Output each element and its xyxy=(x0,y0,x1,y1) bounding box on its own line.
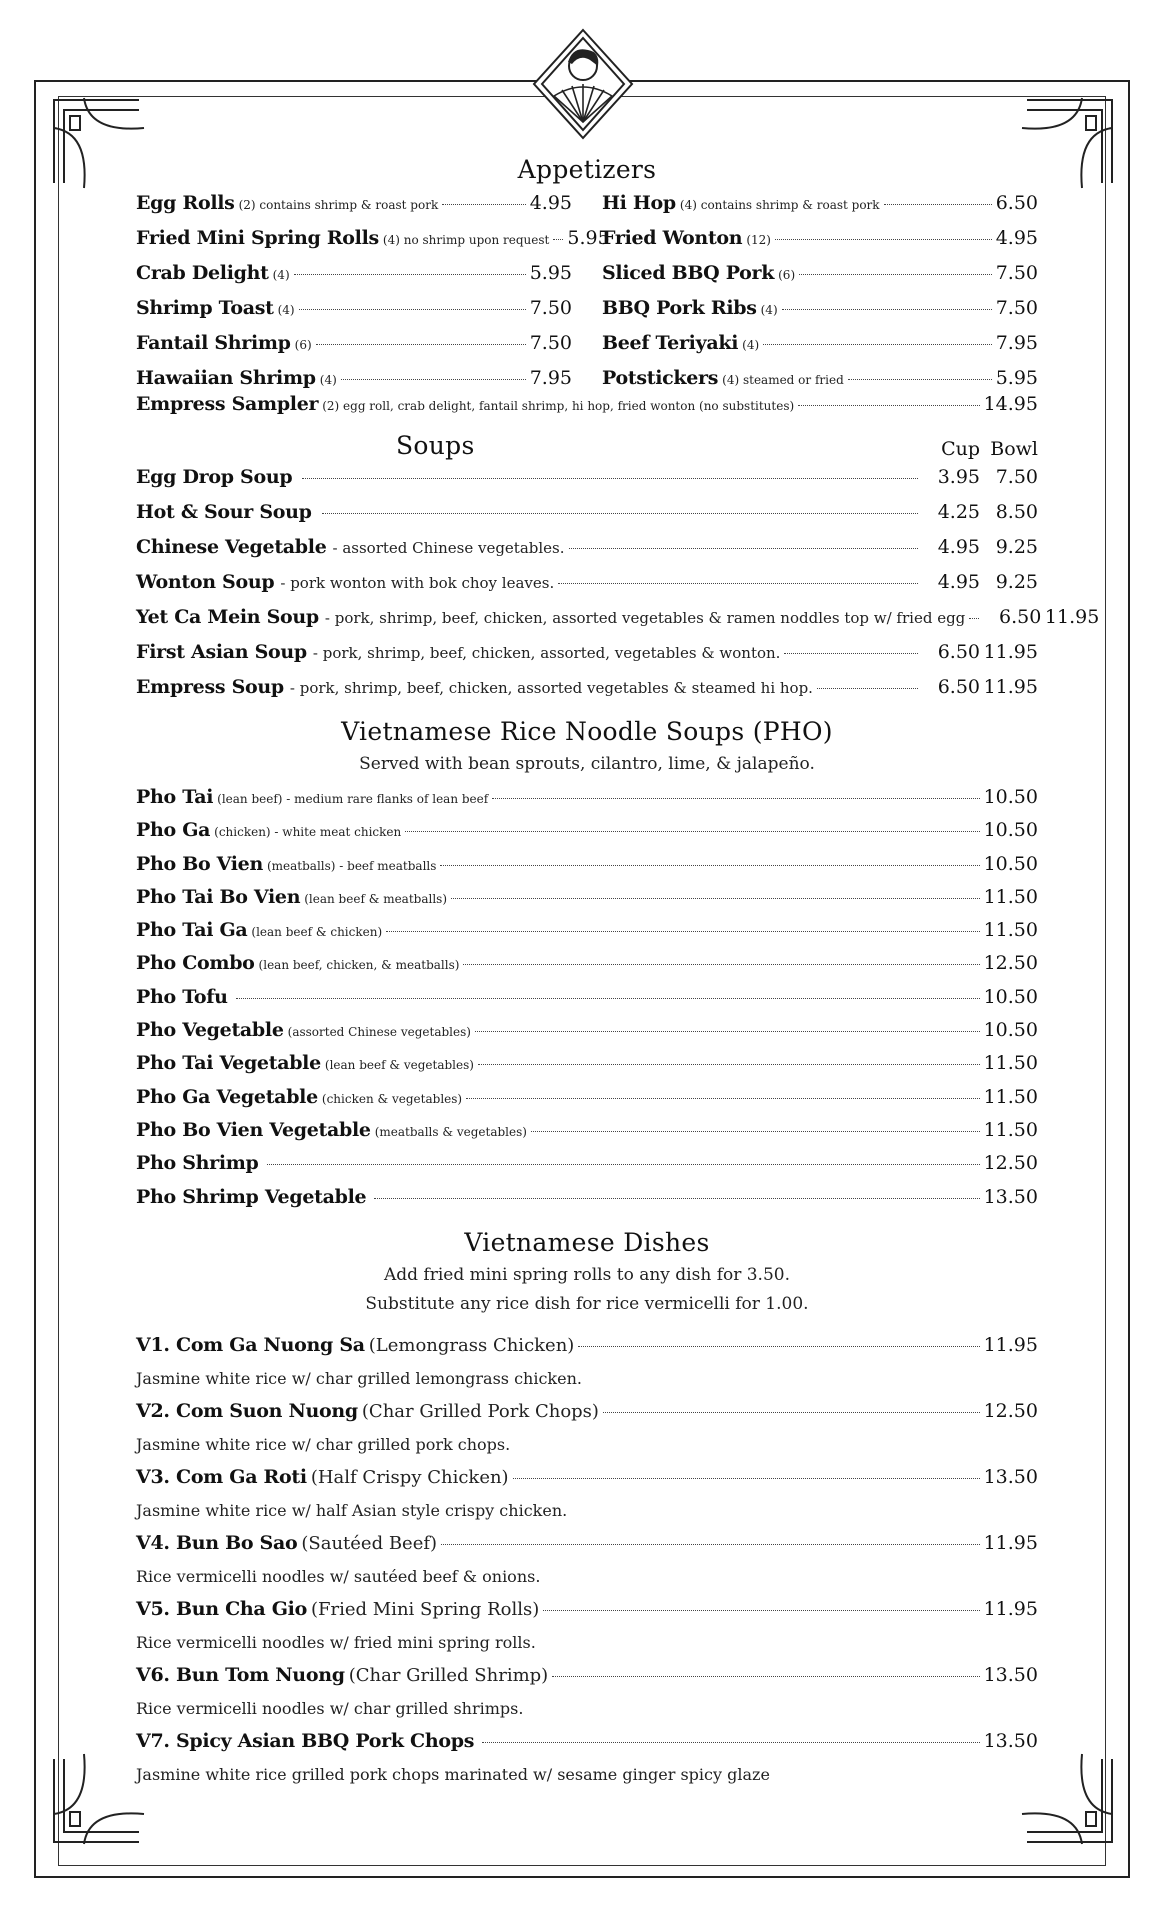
pho-item xyxy=(136,1181,1038,1214)
item-name: V6. Bun Tom Nuong xyxy=(136,1663,345,1686)
bowl-label: Bowl xyxy=(990,438,1038,460)
cup-price: 6.50 xyxy=(937,641,980,663)
item-detail: Jasmine white rice w/ char grilled lemongrass chicken. xyxy=(136,1368,582,1388)
item-price: 13.50 xyxy=(983,1729,1038,1752)
item-price: 13.50 xyxy=(983,1185,1038,1208)
item-name: V7. Spicy Asian BBQ Pork Chops xyxy=(136,1729,475,1752)
item-description: (chicken) - white meat chicken xyxy=(214,825,402,840)
appetizers-right-column xyxy=(602,186,1038,396)
item-price: 12.50 xyxy=(983,1152,1038,1175)
item-price: 11.50 xyxy=(983,1118,1038,1141)
cup-price: 4.95 xyxy=(937,536,980,558)
item-description: - pork, shrimp, beef, chicken, assorted, vegetables & wonton. xyxy=(312,644,781,662)
bowl-price: 11.95 xyxy=(983,676,1038,698)
item-name: Fried Mini Spring Rolls xyxy=(136,227,379,249)
dot-leader xyxy=(341,379,526,380)
pho-item xyxy=(136,881,1038,914)
soup-item xyxy=(136,565,1038,600)
dot-leader xyxy=(440,865,979,866)
bowl-price: 9.25 xyxy=(995,536,1038,558)
item-price: 11.50 xyxy=(983,919,1038,942)
item-description: (Sautéed Beef) xyxy=(301,1532,438,1554)
vietnamese-dish-item xyxy=(136,1395,1038,1428)
item-description: (6) xyxy=(294,338,312,352)
item-prices xyxy=(922,530,1038,565)
soups-header xyxy=(136,422,1038,460)
item-prices xyxy=(922,565,1038,600)
cup-price: 6.50 xyxy=(937,676,980,698)
dot-leader xyxy=(492,798,979,799)
item-name: V4. Bun Bo Sao xyxy=(136,1531,298,1554)
dot-leader xyxy=(463,964,979,965)
item-price: 7.50 xyxy=(995,262,1038,284)
pho-item xyxy=(136,1047,1038,1080)
item-price: 4.95 xyxy=(995,227,1038,249)
dot-leader xyxy=(798,405,979,406)
bowl-price: 8.50 xyxy=(995,501,1038,523)
vietnamese-note-spring-rolls: Add fried mini spring rolls to any dish for 3.50. xyxy=(383,1264,791,1285)
item-name: Egg Drop Soup xyxy=(136,466,293,488)
pho-item xyxy=(136,1147,1038,1180)
pho-list xyxy=(136,781,1038,1214)
bowl-price: 11.95 xyxy=(983,641,1038,663)
item-prices xyxy=(922,460,1038,495)
appetizer-item xyxy=(136,326,572,361)
item-price: 7.95 xyxy=(529,367,572,389)
dot-leader xyxy=(552,1676,979,1677)
vietnamese-note-substitute: Substitute any rice dish for rice vermicelli for 1.00. xyxy=(365,1293,809,1314)
dot-leader xyxy=(374,1198,979,1199)
item-name: First Asian Soup xyxy=(136,641,307,663)
item-description: (4) xyxy=(277,303,295,317)
item-name: Yet Ca Mein Soup xyxy=(136,606,319,628)
item-description: (Fried Mini Spring Rolls) xyxy=(310,1598,540,1620)
item-description: (4) no shrimp upon request xyxy=(382,233,550,247)
soup-item xyxy=(136,460,1038,495)
item-prices xyxy=(922,495,1038,530)
item-description: (4) xyxy=(760,303,778,317)
cup-label: Cup xyxy=(941,438,980,460)
item-price: 4.95 xyxy=(529,192,572,214)
dot-leader xyxy=(784,653,918,654)
item-description: (meatballs & vegetables) xyxy=(374,1124,527,1139)
dot-leader xyxy=(543,1610,979,1611)
item-price: 11.95 xyxy=(983,1531,1038,1554)
bowl-price: 9.25 xyxy=(995,571,1038,593)
pho-item xyxy=(136,1081,1038,1114)
soup-item xyxy=(136,635,1038,670)
item-name: V3. Com Ga Roti xyxy=(136,1465,307,1488)
item-name: Hi Hop xyxy=(602,192,676,214)
item-prices xyxy=(983,600,1099,635)
geisha-fan-emblem xyxy=(528,26,638,146)
item-price: 11.50 xyxy=(983,1052,1038,1075)
item-description: (6) xyxy=(778,268,796,282)
item-name: Beef Teriyaki xyxy=(602,332,739,354)
item-name: Pho Ga Vegetable xyxy=(136,1085,318,1108)
pho-item xyxy=(136,781,1038,814)
dot-leader xyxy=(451,898,980,899)
item-description: (2) contains shrimp & roast pork xyxy=(238,198,439,212)
item-price: 11.95 xyxy=(983,1597,1038,1620)
item-description: (4) xyxy=(742,338,760,352)
item-name: Pho Shrimp xyxy=(136,1152,259,1175)
item-detail: Jasmine white rice w/ half Asian style crispy chicken. xyxy=(136,1500,568,1520)
soup-item xyxy=(136,495,1038,530)
appetizer-item xyxy=(602,256,1038,291)
item-name: Pho Tai xyxy=(136,786,214,808)
item-price: 7.50 xyxy=(529,297,572,319)
item-price: 12.50 xyxy=(983,952,1038,975)
item-price: 6.50 xyxy=(995,192,1038,214)
item-description: (lean beef, chicken, & meatballs) xyxy=(258,958,460,973)
item-name: Fried Wonton xyxy=(602,227,743,249)
item-description: - pork, shrimp, beef, chicken, assorted vegetables & steamed hi hop. xyxy=(289,679,813,697)
pho-item xyxy=(136,914,1038,947)
appetizer-item xyxy=(136,186,572,221)
bowl-price: 11.95 xyxy=(1044,606,1100,628)
item-detail: Jasmine white rice w/ char grilled pork chops. xyxy=(136,1434,511,1454)
item-price: 10.50 xyxy=(983,819,1038,842)
dot-leader xyxy=(799,274,992,275)
item-name: Empress Sampler xyxy=(136,393,319,415)
item-description: (4) xyxy=(319,373,337,387)
appetizer-item xyxy=(136,256,572,291)
pho-subtitle: Served with bean sprouts, cilantro, lime, & jalapeño. xyxy=(359,754,815,774)
item-name: BBQ Pork Ribs xyxy=(602,297,757,319)
item-price: 10.50 xyxy=(983,786,1038,808)
soups-heading: Soups xyxy=(396,431,475,460)
item-name: Pho Ga xyxy=(136,819,211,842)
item-detail: Jasmine white rice grilled pork chops marinated w/ sesame ginger spicy glaze xyxy=(136,1764,770,1784)
dot-leader xyxy=(578,1346,979,1347)
item-price: 13.50 xyxy=(983,1465,1038,1488)
dot-leader xyxy=(466,1098,980,1099)
item-description: (lean beef & vegetables) xyxy=(324,1058,474,1073)
item-description: (Char Grilled Shrimp) xyxy=(348,1664,549,1686)
item-description: (lean beef & meatballs) xyxy=(304,891,447,906)
item-description: (4) contains shrimp & roast pork xyxy=(679,198,880,212)
item-name: V5. Bun Cha Gio xyxy=(136,1597,307,1620)
appetizer-item xyxy=(602,361,1038,396)
dot-leader xyxy=(267,1164,980,1165)
pho-item xyxy=(136,981,1038,1014)
item-name: Shrimp Toast xyxy=(136,297,274,319)
item-description: (meatballs) - beef meatballs xyxy=(266,858,437,873)
pho-item xyxy=(136,1014,1038,1047)
soup-item xyxy=(136,530,1038,565)
item-name: Pho Tofu xyxy=(136,985,228,1008)
item-price: 5.95 xyxy=(529,262,572,284)
vietnamese-dish-item xyxy=(136,1659,1038,1692)
dot-leader xyxy=(482,1742,979,1743)
dot-leader xyxy=(848,379,992,380)
dot-leader xyxy=(969,618,979,619)
menu-content xyxy=(136,155,1100,1791)
dot-leader xyxy=(513,1478,980,1479)
item-name: Empress Soup xyxy=(136,676,284,698)
vietnamese-dish-item xyxy=(136,1461,1038,1494)
item-description: (chicken & vegetables) xyxy=(321,1091,463,1106)
dot-leader xyxy=(236,998,980,999)
item-prices xyxy=(922,670,1038,705)
item-name: Chinese Vegetable xyxy=(136,536,327,558)
item-name: Pho Tai Bo Vien xyxy=(136,885,301,908)
dot-leader xyxy=(299,309,526,310)
item-description: (Lemongrass Chicken) xyxy=(368,1334,575,1356)
appetizers-left-column xyxy=(136,186,610,396)
appetizer-item xyxy=(602,291,1038,326)
item-detail: Rice vermicelli noodles w/ sautéed beef & onions. xyxy=(136,1566,541,1586)
appetizers-heading: Appetizers xyxy=(517,155,657,184)
cup-price: 4.95 xyxy=(937,571,980,593)
appetizers-columns xyxy=(136,186,1038,396)
pho-item xyxy=(136,848,1038,881)
item-price: 7.50 xyxy=(529,332,572,354)
item-description: (4) steamed or fried xyxy=(722,373,844,387)
item-price: 7.50 xyxy=(995,297,1038,319)
item-prices xyxy=(922,635,1038,670)
item-name: Crab Delight xyxy=(136,262,269,284)
dot-leader xyxy=(386,931,979,932)
appetizer-item xyxy=(602,221,1038,256)
pho-section xyxy=(136,717,1038,1214)
item-price: 12.50 xyxy=(983,1399,1038,1422)
item-name: Wonton Soup xyxy=(136,571,275,593)
dot-leader xyxy=(405,831,979,832)
dot-leader xyxy=(322,513,918,514)
dot-leader xyxy=(569,548,918,549)
item-name: Fantail Shrimp xyxy=(136,332,291,354)
item-name: Pho Vegetable xyxy=(136,1019,284,1042)
item-name: Pho Shrimp Vegetable xyxy=(136,1185,367,1208)
item-name: Pho Bo Vien xyxy=(136,852,263,875)
dot-leader xyxy=(603,1412,980,1413)
cup-price: 4.25 xyxy=(937,501,980,523)
item-description: (Char Grilled Pork Chops) xyxy=(361,1400,599,1422)
item-detail: Rice vermicelli noodles w/ fried mini spring rolls. xyxy=(136,1632,536,1652)
cup-bowl-labels xyxy=(922,438,1038,460)
vietnamese-dishes-list xyxy=(136,1329,1038,1791)
vietnamese-dish-item xyxy=(136,1329,1038,1362)
item-price: 14.95 xyxy=(983,393,1038,415)
dot-leader xyxy=(302,478,918,479)
vietnamese-dishes-section xyxy=(136,1228,1038,1791)
dot-leader xyxy=(475,1031,980,1032)
item-name: Pho Tai Ga xyxy=(136,919,248,942)
item-detail: Rice vermicelli noodles w/ char grilled shrimps. xyxy=(136,1698,524,1718)
item-name: Hawaiian Shrimp xyxy=(136,367,316,389)
item-description: (lean beef & chicken) xyxy=(251,925,383,940)
item-description: (4) xyxy=(272,268,290,282)
dot-leader xyxy=(558,583,918,584)
dot-leader xyxy=(775,239,992,240)
dot-leader xyxy=(884,204,992,205)
item-name: Pho Bo Vien Vegetable xyxy=(136,1118,371,1141)
pho-item xyxy=(136,947,1038,980)
item-description: (lean beef) - medium rare flanks of lean beef xyxy=(217,792,489,806)
item-price: 11.50 xyxy=(983,885,1038,908)
item-name: Hot & Sour Soup xyxy=(136,501,312,523)
item-price: 11.50 xyxy=(983,1085,1038,1108)
item-name: Pho Tai Vegetable xyxy=(136,1052,321,1075)
item-name: Pho Combo xyxy=(136,952,255,975)
item-description: - pork wonton with bok choy leaves. xyxy=(280,574,555,592)
item-description: (Half Crispy Chicken) xyxy=(310,1466,509,1488)
item-name: Sliced BBQ Pork xyxy=(602,262,775,284)
dot-leader xyxy=(782,309,992,310)
item-name: V2. Com Suon Nuong xyxy=(136,1399,358,1422)
cup-price: 6.50 xyxy=(998,606,1042,628)
vietnamese-dish-item xyxy=(136,1593,1038,1626)
item-description: - assorted Chinese vegetables. xyxy=(332,539,565,557)
item-price: 5.95 xyxy=(567,227,610,249)
dot-leader xyxy=(531,1131,980,1132)
item-price: 10.50 xyxy=(983,852,1038,875)
soups-list xyxy=(136,460,1100,705)
dot-leader xyxy=(478,1064,980,1065)
item-description: (2) egg roll, crab delight, fantail shrimp, hi hop, fried wonton (no substitutes) xyxy=(322,399,795,413)
dot-leader xyxy=(316,344,526,345)
item-name: Egg Rolls xyxy=(136,192,235,214)
dot-leader xyxy=(442,204,525,205)
item-price: 10.50 xyxy=(983,985,1038,1008)
item-description: - pork, shrimp, beef, chicken, assorted vegetables & ramen noddles top w/ fried egg xyxy=(324,609,966,627)
item-price: 5.95 xyxy=(995,367,1038,389)
item-price: 10.50 xyxy=(983,1019,1038,1042)
soup-item xyxy=(136,600,1100,635)
item-price: 7.95 xyxy=(995,332,1038,354)
dot-leader xyxy=(294,274,526,275)
dot-leader xyxy=(553,239,563,240)
dot-leader xyxy=(441,1544,980,1545)
vietnamese-dishes-heading: Vietnamese Dishes xyxy=(464,1227,710,1257)
item-price: 11.95 xyxy=(983,1333,1038,1356)
vietnamese-dish-item xyxy=(136,1725,1038,1758)
vietnamese-dish-item xyxy=(136,1527,1038,1560)
appetizer-item xyxy=(136,221,610,256)
item-description: (assorted Chinese vegetables) xyxy=(287,1025,471,1040)
dot-leader xyxy=(763,344,992,345)
item-name: Potstickers xyxy=(602,367,719,389)
pho-item xyxy=(136,814,1038,847)
item-price: 13.50 xyxy=(983,1663,1038,1686)
pho-item xyxy=(136,1114,1038,1147)
item-name: V1. Com Ga Nuong Sa xyxy=(136,1333,365,1356)
dot-leader xyxy=(817,688,918,689)
appetizer-item xyxy=(602,326,1038,361)
cup-price: 3.95 xyxy=(937,466,980,488)
soup-item xyxy=(136,670,1038,705)
appetizer-item xyxy=(136,291,572,326)
bowl-price: 7.50 xyxy=(995,466,1038,488)
item-description: (12) xyxy=(746,233,771,247)
appetizer-item xyxy=(602,186,1038,221)
pho-heading: Vietnamese Rice Noodle Soups (PHO) xyxy=(341,717,833,746)
